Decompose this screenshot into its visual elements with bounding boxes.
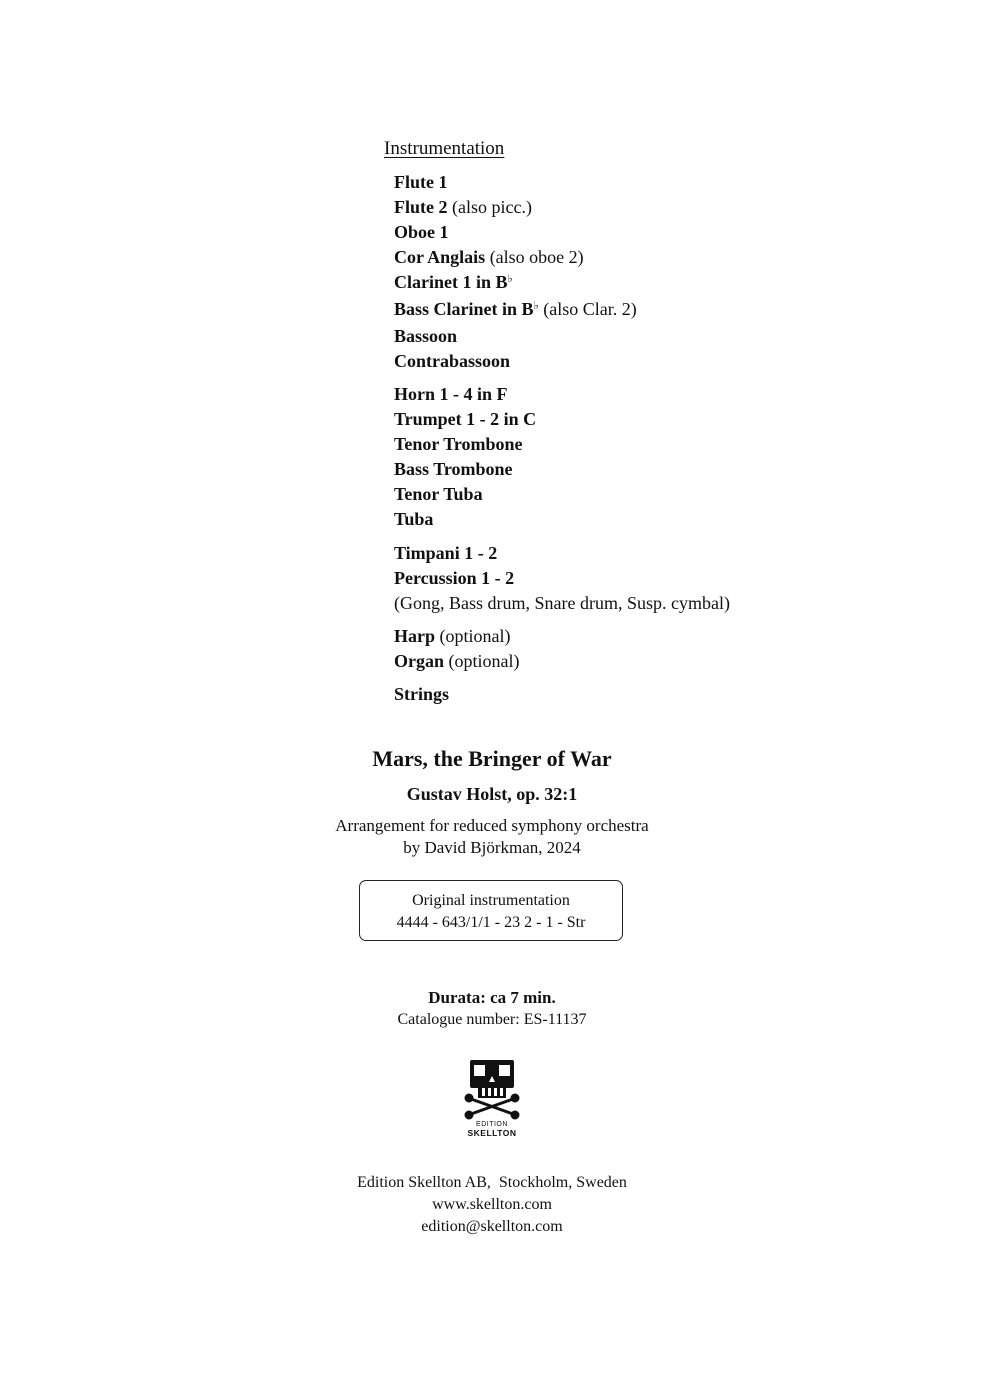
arrangement-line-2: by David Björkman, 2024 [403,838,581,857]
instrument-name: Organ [394,651,445,671]
publisher-email: edition@skellton.com [421,1218,563,1235]
piece-title: Mars, the Bringer of War [372,746,612,771]
instrument-name: Cor Anglais [394,247,486,267]
original-instrumentation-label: Original instrumentation [412,892,570,909]
instrument-item [394,483,483,505]
flat-sign: ♭ [533,300,539,312]
instrument-item [394,408,536,430]
instrument-item [394,298,637,320]
instrument-name: Bassoon [394,326,458,346]
composer: Gustav Holst, op. 32:1 [406,784,578,804]
instrument-name: Timpani 1 - 2 [394,543,498,563]
instrument-name: Bass Clarinet in B [394,299,534,319]
instrument-name: Flute 2 [394,197,448,217]
publisher-website: www.skellton.com [432,1196,552,1213]
instrument-name: Bass Trombone [394,459,513,479]
original-instrumentation-value: 4444 - 643/1/1 - 23 2 - 1 - Str [396,914,586,931]
publisher-name: Edition Skellton AB, Stockholm, Sweden [357,1174,627,1191]
skull-icon [470,1060,514,1098]
instrument-note: (optional) [439,626,511,646]
instrumentation-heading: Instrumentation [384,138,505,159]
instrument-item [394,567,514,589]
instrument-name: Tenor Tuba [394,484,483,504]
instrument-note: (also oboe 2) [489,247,584,267]
instrument-item [394,625,511,647]
instrument-item [394,196,532,218]
instrument-item [394,383,508,405]
instrument-item [394,171,448,193]
instrument-item [394,508,433,530]
instrument-note: (also Clar. 2) [543,299,637,319]
instrument-item [394,458,513,480]
instrument-item [394,433,523,455]
instrument-name: Trumpet 1 - 2 in C [394,409,537,429]
instrument-item [394,650,520,672]
publisher-info [0,1172,984,1238]
instrument-name: Clarinet 1 in B [394,272,508,292]
logo-edition-text: EDITION [476,1121,508,1128]
instrument-item [394,246,584,268]
instrument-item [394,683,449,705]
instrument-item [394,221,449,243]
instrument-item [394,592,730,614]
instrument-note: (optional) [448,651,520,671]
edition-skellton-logo [462,1057,522,1139]
instrument-name: Contrabassoon [394,351,511,371]
instrument-name: Strings [394,684,450,704]
instrument-item [394,271,513,293]
flat-sign: ♭ [507,273,513,285]
instrument-name: Harp [394,626,436,646]
instrument-name: Oboe 1 [394,222,449,242]
durata: Durata: ca 7 min. [428,988,556,1007]
instrument-name: Horn 1 - 4 in F [394,384,508,404]
instrument-name: Flute 1 [394,172,448,192]
instrument-item [394,325,457,347]
instrument-item [394,350,510,372]
logo-skellton-text: SKELLTON [467,1128,517,1138]
instrument-item [394,542,497,564]
instrument-name: Percussion 1 - 2 [394,568,515,588]
original-instrumentation-box [359,880,623,941]
instrument-name: Tuba [394,509,434,529]
crossbones-icon [466,1095,518,1118]
instrument-name: Tenor Trombone [394,434,523,454]
arrangement-line-1: Arrangement for reduced symphony orchestra [335,816,649,835]
catalogue-number: Catalogue number: ES-11137 [397,1011,587,1028]
instrument-note: (also picc.) [452,197,532,217]
instrument-note: (Gong, Bass drum, Snare drum, Susp. cymbal) [394,593,730,613]
arrangement-credit [0,815,984,859]
